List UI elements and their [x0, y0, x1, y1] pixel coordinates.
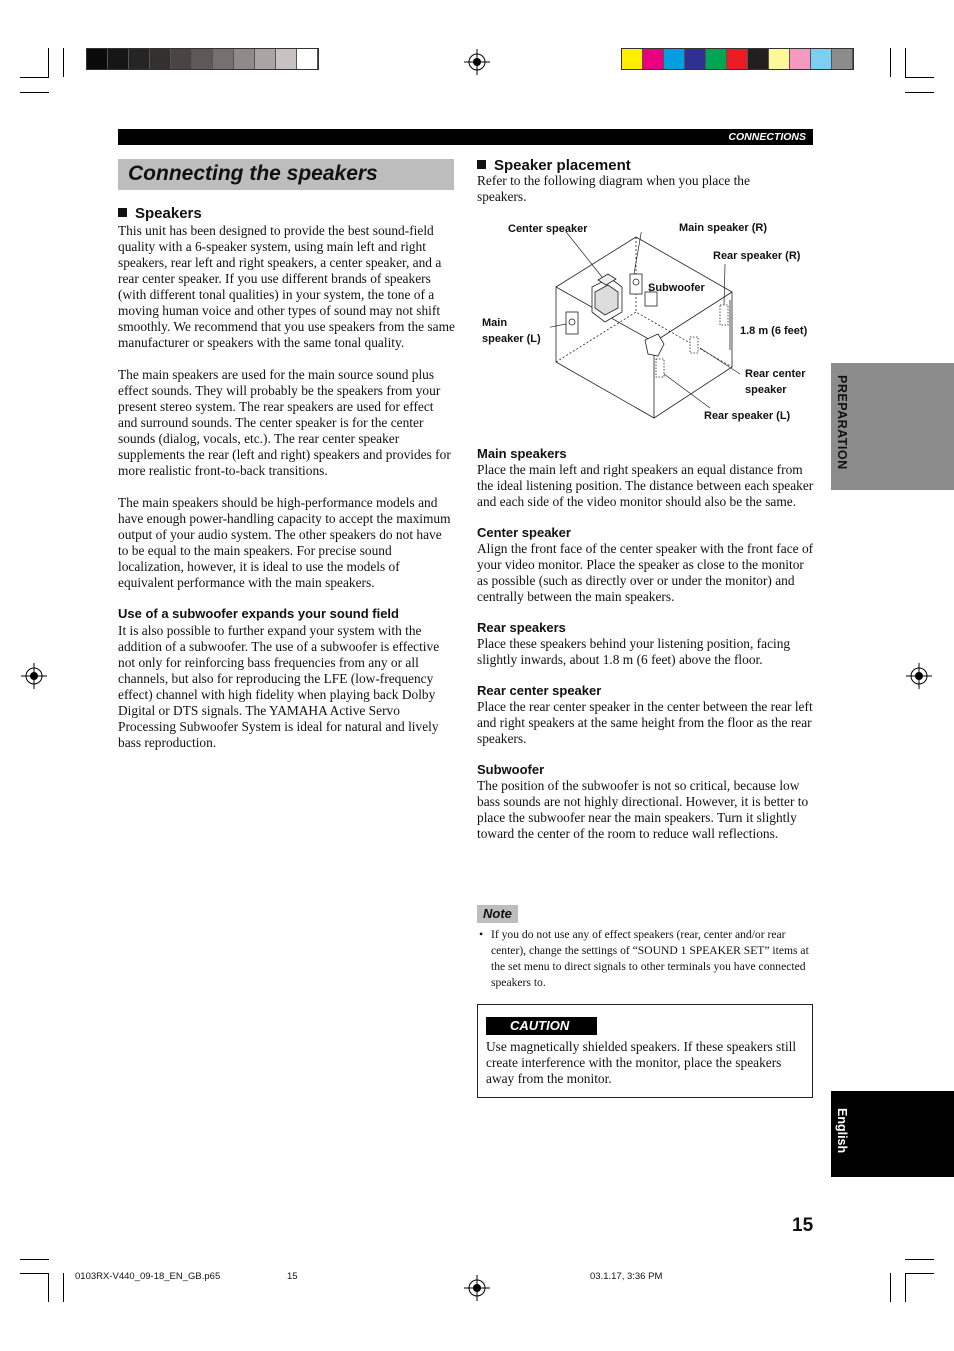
- gray-calibration-strip: [86, 48, 319, 70]
- rear-center-text: Place the rear center speaker in the center between the rear left and right speakers at the same height from the floor as the rear speakers.: [477, 699, 813, 746]
- main-speakers-text: Place the main left and right speakers an equal distance from the ideal listening position. The distance between each speaker and each side of the video monitor should also be the same.: [477, 462, 814, 509]
- speakers-paragraph-2: The main speakers are used for the main source sound plus effect sounds. They will probably be the speakers from your present stereo system. The rear speakers are used for effect and surround sounds. The center speaker is for the center sounds (dialog, vocals, etc.). The rear center speaker supplements the rear (left and right) speakers and provides for more realistic front-to-back transitions.: [118, 367, 451, 478]
- square-bullet-icon: [477, 160, 486, 169]
- rear-speakers-heading: Rear speakers: [477, 620, 566, 635]
- calibration-swatch: [811, 49, 832, 69]
- calibration-swatch: [129, 49, 150, 69]
- caution-label-box: [486, 1017, 597, 1035]
- placement-intro: Refer to the following diagram when you place the speakers.: [477, 173, 750, 204]
- calibration-swatch: [685, 49, 706, 69]
- preparation-tab-label: PREPARATION: [835, 375, 849, 470]
- preparation-tab: [831, 363, 954, 490]
- placement-heading: Speaker placement: [477, 157, 631, 175]
- calibration-swatch: [150, 49, 171, 69]
- crop-mark: [905, 1273, 934, 1274]
- crop-mark: [905, 1259, 934, 1260]
- note-text: If you do not use any of effect speakers (rear, center and/or rear center), change the settings of “SOUND 1 SPEAKER SET” items at the set menu to direct signals to other terminals you have connected speakers to.: [491, 928, 809, 989]
- subwoofer-text: The position of the subwoofer is not so critical, because low bass sounds are not highly directional. However, it is better to place the subwoofer near the main speakers. Turn it slightly toward the center of the room to reduce wall reflections.: [477, 778, 809, 841]
- label-rear-center-speaker: Rear center speaker: [745, 368, 806, 396]
- calibration-swatch: [87, 49, 108, 69]
- calibration-swatch: [790, 49, 811, 69]
- crop-mark: [890, 1273, 891, 1302]
- english-tab: [831, 1091, 954, 1177]
- calibration-swatch: [192, 49, 213, 69]
- footer-page: 15: [287, 1271, 298, 1282]
- caution-box: [477, 1004, 813, 1098]
- speakers-paragraph-1: This unit has been designed to provide the best sound-field quality with a 6-speaker system, using main left and right speakers, rear left and right speakers, a center speaker, and a rear center speaker. If you use different brands of speakers (with different tonal qualities) in your system, the tone of a moving human voice and other types of sound may not shift smoothly. We recommend that you use speakers from the same manufacturer or speakers with the same tonal quality.: [118, 223, 455, 350]
- center-speaker-text: Align the front face of the center speaker with the front face of your video monitor. Place the speaker as close to the monitor as possible (such as directly over or under the monitor) and centrally between the main speakers.: [477, 541, 814, 604]
- page-title: Connecting the speakers: [128, 162, 378, 185]
- calibration-swatch: [706, 49, 727, 69]
- section-header-label: CONNECTIONS: [728, 131, 806, 143]
- right-text-column: [477, 445, 814, 842]
- english-tab-label: English: [835, 1108, 849, 1154]
- calibration-swatch: [213, 49, 234, 69]
- crop-mark: [905, 48, 906, 77]
- crop-mark: [20, 1259, 49, 1260]
- crop-mark: [63, 48, 64, 77]
- left-column: [118, 205, 455, 751]
- footer-datetime: 03.1.17, 3:36 PM: [590, 1271, 663, 1282]
- crop-mark: [48, 1273, 49, 1302]
- registration-mark-icon: [464, 1275, 490, 1301]
- square-bullet-icon: [118, 208, 127, 217]
- calibration-swatch: [171, 49, 192, 69]
- registration-mark-icon: [464, 49, 490, 75]
- note-label-box: [477, 905, 518, 923]
- subwoofer-paragraph: It is also possible to further expand your system with the addition of a subwoofer. The use of a subwoofer is effective not only for reinforcing bass frequencies from any or all channels, but also for reproducing the LFE (low-frequency effect) channel with high fidelity when playing back Dolby Digital or DTS signals. The YAMAHA Active Servo Processing Subwoofer System is ideal for natural and lively bass reproduction.: [118, 623, 440, 750]
- label-subwoofer: Subwoofer: [648, 282, 705, 294]
- registration-mark-icon: [906, 663, 932, 689]
- note-label: Note: [483, 906, 512, 921]
- label-main-speaker-l: Main speaker (L): [482, 317, 541, 345]
- caution-text: Use magnetically shielded speakers. If these speakers still create interference with the monitor, place the speakers away from the monitor.: [486, 1039, 797, 1086]
- crop-mark: [905, 92, 934, 93]
- rear-speakers-text: Place these speakers behind your listening position, facing slightly inwards, about 1.8 m (6 feet) above the floor.: [477, 636, 791, 667]
- page-title-box: [118, 159, 454, 190]
- color-calibration-strip: [621, 48, 854, 70]
- label-height: 1.8 m (6 feet): [740, 325, 808, 337]
- caution-label: CAUTION: [510, 1018, 570, 1033]
- rear-center-heading: Rear center speaker: [477, 683, 602, 698]
- crop-mark: [20, 92, 49, 93]
- crop-mark: [890, 48, 891, 77]
- crop-mark: [63, 1273, 64, 1302]
- calibration-swatch: [622, 49, 643, 69]
- calibration-swatch: [832, 49, 853, 69]
- subwoofer-section-heading: Use of a subwoofer expands your sound field: [118, 606, 399, 621]
- label-rear-speaker-r: Rear speaker (R): [713, 250, 801, 262]
- crop-mark: [905, 1273, 906, 1302]
- label-center-speaker: Center speaker: [508, 223, 588, 235]
- label-main-speaker-r: Main speaker (R): [679, 222, 768, 234]
- calibration-swatch: [769, 49, 790, 69]
- calibration-swatch: [108, 49, 129, 69]
- section-header-bar: [118, 129, 813, 145]
- calibration-swatch: [664, 49, 685, 69]
- calibration-swatch: [255, 49, 276, 69]
- note-bullet: •: [479, 927, 484, 941]
- footer-file: 0103RX-V440_09-18_EN_GB.p65: [75, 1271, 221, 1282]
- speakers-heading: Speakers: [118, 205, 455, 223]
- center-speaker-heading: Center speaker: [477, 525, 571, 540]
- calibration-swatch: [727, 49, 748, 69]
- calibration-swatch: [643, 49, 664, 69]
- calibration-swatch: [297, 49, 318, 69]
- crop-mark: [905, 77, 934, 78]
- main-speakers-heading: Main speakers: [477, 446, 567, 461]
- calibration-swatch: [748, 49, 769, 69]
- calibration-swatch: [276, 49, 297, 69]
- crop-mark: [20, 77, 49, 78]
- label-rear-speaker-l: Rear speaker (L): [704, 410, 791, 422]
- crop-mark: [20, 1273, 49, 1274]
- subwoofer-heading: Subwoofer: [477, 762, 545, 777]
- page-number: 15: [792, 1215, 814, 1236]
- calibration-swatch: [234, 49, 255, 69]
- speakers-paragraph-3: The main speakers should be high-performance models and have enough power-handling capacity to accept the maximum output of your audio system. The other speakers do not have to be equal to the main speakers. For precise sound localization, however, it is ideal to use the models of equivalent performance with the main speakers.: [118, 495, 451, 590]
- crop-mark: [48, 48, 49, 77]
- registration-mark-icon: [21, 663, 47, 689]
